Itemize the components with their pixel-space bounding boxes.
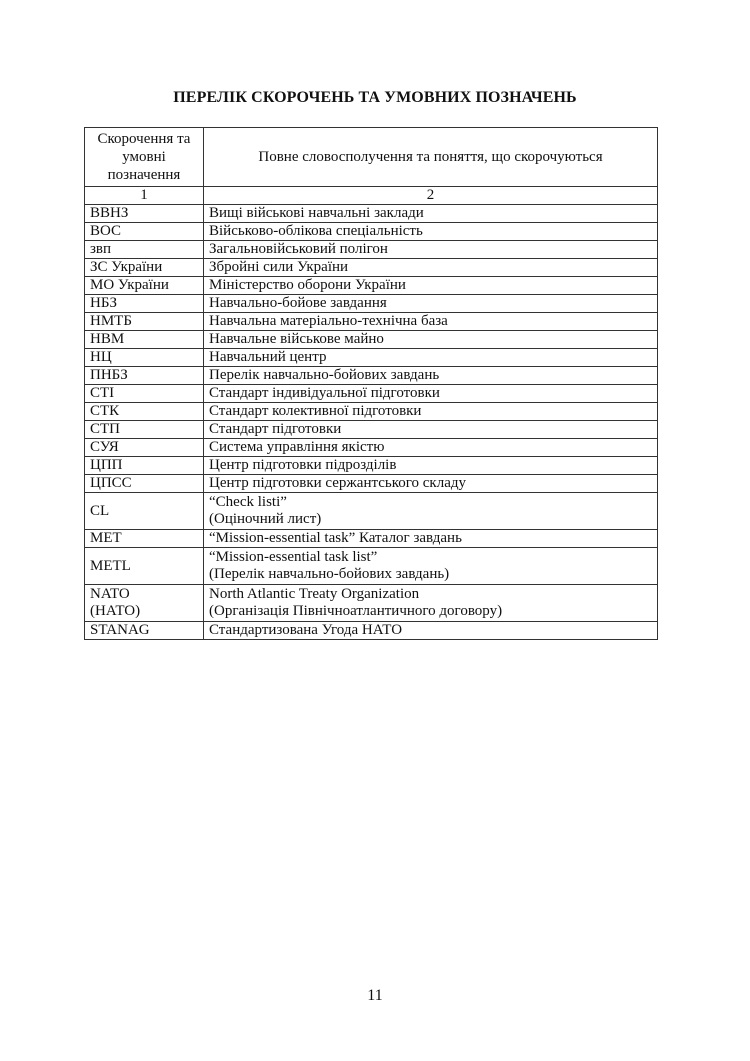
full-term-cell — [204, 439, 658, 457]
full-term-cell — [204, 313, 658, 331]
full-term-text: Навчально-бойове завдання — [209, 295, 387, 311]
full-term-text: (Організація Північноатлантичного договору) — [209, 603, 503, 619]
abbreviation-cell — [85, 349, 204, 367]
full-term-text: Перелік навчально-бойових завдань — [209, 367, 440, 383]
abbreviation-text: CL — [90, 502, 110, 519]
full-term-cell — [204, 548, 658, 585]
table-row — [85, 585, 658, 622]
abbreviation-text: НБЗ — [90, 295, 117, 311]
full-term-text: Центр підготовки сержантського складу — [209, 475, 466, 491]
abbreviation-text: СТІ — [90, 385, 115, 401]
full-term-cell — [204, 622, 658, 640]
abbreviation-cell — [85, 223, 204, 241]
table-row — [85, 622, 658, 640]
abbreviation-text: MET — [90, 530, 122, 546]
table-row — [85, 331, 658, 349]
abbreviation-cell — [85, 439, 204, 457]
abbreviation-cell — [85, 367, 204, 385]
abbreviation-cell — [85, 277, 204, 295]
full-term-cell — [204, 385, 658, 403]
abbreviation-text: НМТБ — [90, 313, 132, 329]
full-term-text: Центр підготовки підрозділів — [209, 457, 397, 473]
abbreviation-cell — [85, 548, 204, 585]
full-term-cell — [204, 331, 658, 349]
table-row — [85, 530, 658, 548]
full-term-text: “Check listі” — [209, 494, 287, 510]
abbreviation-text: ЦПП — [90, 457, 123, 473]
full-term-text: Стандарт колективної підготовки — [209, 403, 422, 419]
full-term-text: Загальновійськовий полігон — [209, 241, 388, 257]
full-term-text: Система управління якістю — [209, 439, 385, 455]
page-title: ПЕРЕЛІК СКОРОЧЕНЬ ТА УМОВНИХ ПОЗНАЧЕНЬ — [173, 89, 577, 106]
abbreviation-text: СТК — [90, 403, 120, 419]
abbreviation-text: ВОС — [90, 223, 122, 239]
full-term-cell — [204, 241, 658, 259]
full-term-text: Вищі військові навчальні заклади — [209, 205, 424, 221]
full-term-text: Військово-облікова спеціальність — [209, 223, 423, 239]
full-term-text: Стандарт індивідуальної підготовки — [209, 385, 440, 401]
abbreviation-cell — [85, 295, 204, 313]
abbreviation-cell — [85, 493, 204, 530]
table-row — [85, 403, 658, 421]
abbreviation-text: STANAG — [90, 622, 150, 638]
table-row — [85, 457, 658, 475]
abbreviations-table — [84, 127, 658, 640]
table-numbering-row — [85, 187, 658, 205]
abbreviation-cell — [85, 622, 204, 640]
abbreviation-cell — [85, 421, 204, 439]
full-term-cell — [204, 585, 658, 622]
column-number-1: 1 — [85, 187, 204, 205]
full-term-cell — [204, 277, 658, 295]
full-term-cell — [204, 223, 658, 241]
abbreviation-text: ПНБЗ — [90, 367, 128, 383]
abbreviation-text: МО України — [90, 277, 169, 293]
abbreviation-cell — [85, 385, 204, 403]
full-term-text: “Mission-essential task list” — [209, 549, 378, 565]
page-number: 11 — [367, 987, 383, 1004]
table-row — [85, 241, 658, 259]
abbreviation-cell — [85, 259, 204, 277]
abbreviation-cell — [85, 313, 204, 331]
full-term-cell — [204, 403, 658, 421]
table-row — [85, 475, 658, 493]
table-row — [85, 439, 658, 457]
abbreviation-text: СТП — [90, 421, 120, 437]
abbreviation-cell — [85, 457, 204, 475]
abbreviation-cell — [85, 331, 204, 349]
abbreviation-cell — [85, 403, 204, 421]
abbreviation-text: ЦПСС — [90, 475, 132, 491]
full-term-cell — [204, 457, 658, 475]
table-row — [85, 349, 658, 367]
table-row — [85, 295, 658, 313]
full-term-cell — [204, 205, 658, 223]
full-term-text: Стандартизована Угода НАТО — [209, 622, 403, 638]
table-row — [85, 367, 658, 385]
abbreviation-cell — [85, 241, 204, 259]
full-term-cell — [204, 367, 658, 385]
full-term-text: Навчальна матеріально-технічна база — [209, 313, 448, 329]
full-term-text: “Mission-essential task” Каталог завдань — [209, 530, 462, 546]
header-abbreviation: Скорочення та умовні позначення — [85, 128, 204, 187]
full-term-text: Збройні сили України — [209, 259, 349, 275]
table-row — [85, 223, 658, 241]
full-term-cell — [204, 295, 658, 313]
full-term-text: Навчальне військове майно — [209, 331, 384, 347]
header-full-term: Повне словосполучення та поняття, що скорочуються — [204, 128, 658, 187]
full-term-cell — [204, 421, 658, 439]
abbreviation-text: НЦ — [90, 349, 112, 365]
full-term-cell — [204, 530, 658, 548]
abbreviation-text: METL — [90, 557, 131, 574]
full-term-text: (Оціночний лист) — [209, 511, 322, 527]
full-term-text: Навчальний центр — [209, 349, 327, 365]
abbreviation-text: СУЯ — [90, 439, 119, 455]
table-row — [85, 548, 658, 585]
full-term-text: (Перелік навчально-бойових завдань) — [209, 566, 450, 582]
full-term-cell — [204, 493, 658, 530]
table-row — [85, 205, 658, 223]
full-term-text: Міністерство оборони України — [209, 277, 406, 293]
abbreviation-cell — [85, 530, 204, 548]
full-term-cell — [204, 349, 658, 367]
full-term-text: Стандарт підготовки — [209, 421, 342, 437]
table-row — [85, 385, 658, 403]
full-term-cell — [204, 475, 658, 493]
table-row — [85, 493, 658, 530]
abbreviation-cell — [85, 205, 204, 223]
table-header-row — [85, 128, 658, 187]
table-row — [85, 259, 658, 277]
abbreviation-text: ЗС України — [90, 259, 163, 275]
abbreviation-text: (НАТО) — [90, 603, 141, 619]
abbreviation-text: НВМ — [90, 331, 125, 347]
full-term-cell — [204, 259, 658, 277]
table-row — [85, 313, 658, 331]
column-number-2: 2 — [204, 187, 658, 205]
abbreviation-cell — [85, 475, 204, 493]
abbreviation-text: NATO — [90, 586, 130, 602]
abbreviation-text: ВВНЗ — [90, 205, 129, 221]
abbreviation-text: звп — [90, 241, 112, 257]
full-term-text: North Atlantic Treaty Organization — [209, 586, 420, 602]
table-row — [85, 277, 658, 295]
table-row — [85, 421, 658, 439]
abbreviation-cell — [85, 585, 204, 622]
